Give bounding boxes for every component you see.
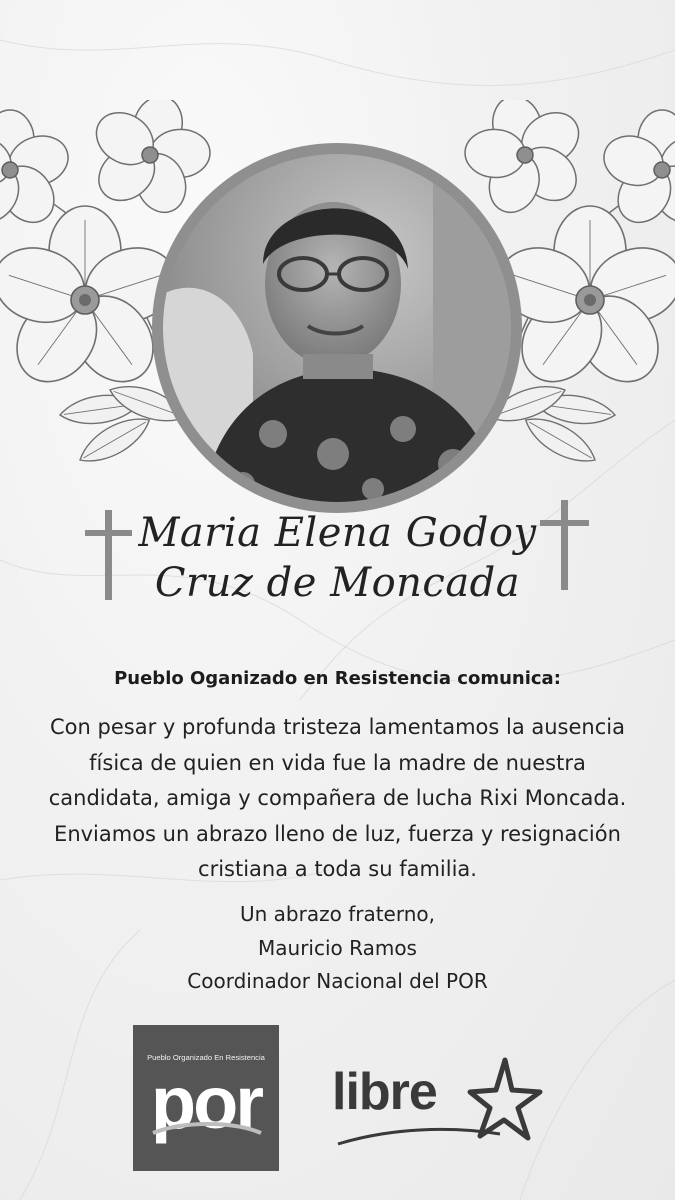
message-line: Con pesar y profunda tristeza lamentamos la ausencia [50, 715, 625, 739]
signature-title: Coordinador Nacional del POR [187, 969, 488, 993]
deceased-name [110, 508, 565, 608]
por-logo-wordmark: por [150, 1061, 262, 1144]
announcement-headline: Pueblo Oganizado en Resistencia comunica: [114, 668, 561, 689]
portrait-photo [163, 154, 511, 502]
condolence-message [18, 710, 657, 888]
libre-logo [330, 1052, 545, 1152]
signature-closing: Un abrazo fraterno, [240, 902, 435, 926]
deceased-name-line2: Cruz de Moncada [154, 560, 521, 606]
deceased-name-line1: Maria Elena Godoy [138, 510, 537, 556]
libre-logo-wordmark: libre [332, 1063, 437, 1121]
message-line: cristiana a toda su familia. [198, 857, 477, 881]
signature-block [40, 898, 635, 999]
por-logo [133, 1025, 279, 1171]
por-logo-caption: Pueblo Organizado En Resistencia [147, 1053, 265, 1062]
message-line: física de quien en vida fue la madre de nuestra [89, 750, 586, 775]
por-logo-swoosh [133, 1025, 279, 1171]
message-line: Enviamos un abrazo lleno de luz, fuerza y resignación [54, 821, 621, 846]
signature-name: Mauricio Ramos [258, 935, 417, 960]
message-line: candidata, amiga y compañera de lucha Rixi Moncada. [48, 786, 627, 810]
star-icon [330, 1052, 545, 1152]
